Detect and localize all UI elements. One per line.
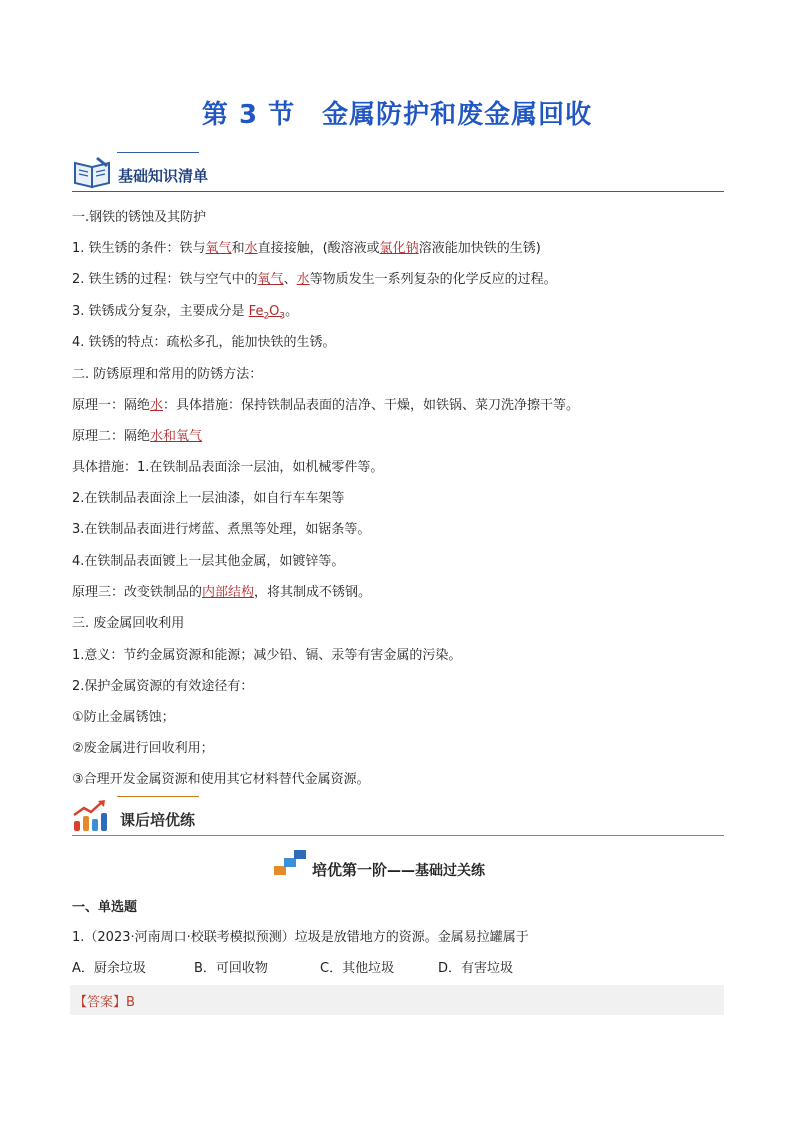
question-type: 一、单选题	[72, 900, 138, 915]
principle-3: 原理三：改变铁制品的内部结构，将其制成不锈钢。	[72, 585, 372, 600]
highlight-term: 氯化钠	[379, 241, 419, 256]
subsection-title: 培优第一阶——基础过关练	[312, 861, 486, 879]
answer-text: 【答案】B	[74, 995, 135, 1010]
section-header-basic-knowledge	[72, 152, 724, 192]
formula-fe2o3: $Fe_2O_3$	[248, 304, 286, 322]
recycling-4: ②废金属进行回收利用；	[72, 741, 214, 756]
book-quill-icon	[72, 155, 114, 189]
measure-2: 2.在铁制品表面涂上一层油漆，如自行车车架等	[72, 491, 345, 506]
recycling-3: ①防止金属锈蚀；	[72, 710, 175, 725]
subsection-header	[0, 846, 794, 886]
point-3: 3. 铁锈成分复杂，主要成分是 $Fe_2O_3$。	[72, 304, 299, 322]
highlight-term: 氧气	[257, 272, 284, 287]
section-title: 课后培优练	[120, 811, 196, 829]
measure-4: 4.在铁制品表面镀上一层其他金属，如镀锌等。	[72, 554, 345, 569]
point-2: 2. 铁生锈的过程：铁与空气中的氧气、水等物质发生一系列复杂的化学反应的过程。	[72, 272, 557, 287]
heading-recycling: 三. 废金属回收利用	[72, 616, 185, 631]
option-d: D．有害垃圾	[438, 961, 514, 976]
highlight-term: 水	[296, 272, 310, 287]
heading-rust: 一.钢铁的锈蚀及其防护	[72, 210, 207, 225]
stairs-icon	[274, 848, 308, 876]
highlight-term: 水和氧气	[150, 429, 203, 444]
measure-3: 3.在铁制品表面进行烤蓝、煮黑等处理，如锯条等。	[72, 522, 371, 537]
measure-1: 具体措施：1.在铁制品表面涂一层油，如机械零件等。	[72, 460, 384, 475]
header-top-rule	[117, 152, 199, 153]
section-header-practice	[72, 796, 724, 836]
header-rule	[72, 191, 724, 193]
recycling-1: 1.意义：节约金属资源和能源；减少铅、镉、汞等有害金属的污染。	[72, 648, 462, 663]
header-rule	[72, 835, 724, 837]
principle-1: 原理一：隔绝水：具体措施：保持铁制品表面的洁净、干燥，如铁锅、菜刀洗净擦干等。	[72, 398, 580, 413]
heading-prevention: 二. 防锈原理和常用的防锈方法：	[72, 367, 263, 382]
question-stem: 1.（2023·河南周口·校联考模拟预测）垃圾是放错地方的资源。金属易拉罐属于	[72, 930, 529, 945]
highlight-term: 水	[244, 241, 258, 256]
recycling-5: ③合理开发金属资源和使用其它材料替代金属资源。	[72, 772, 370, 787]
option-c: C．其他垃圾	[320, 961, 395, 976]
recycling-2: 2.保护金属资源的有效途径有：	[72, 679, 254, 694]
option-b: B．可回收物	[194, 961, 268, 976]
option-a: A．厨余垃圾	[72, 961, 146, 976]
highlight-term: 内部结构	[202, 585, 255, 600]
page-title: 第 3 节 金属防护和废金属回收	[201, 100, 593, 130]
highlight-term: 水	[150, 398, 164, 413]
answer-box	[70, 985, 724, 1015]
principle-2: 原理二：隔绝水和氧气	[72, 429, 203, 444]
point-1: 1. 铁生锈的条件：铁与氧气和水直接接触，(酸溶液或氯化钠溶液能加快铁的生锈)	[72, 241, 541, 256]
section-title: 基础知识清单	[118, 167, 209, 185]
bar-chart-arrow-icon	[72, 799, 108, 833]
highlight-term: 氧气	[205, 241, 232, 256]
question-options	[72, 960, 513, 978]
point-4: 4. 铁锈的特点：疏松多孔，能加快铁的生锈。	[72, 335, 336, 350]
header-top-rule	[117, 796, 199, 797]
